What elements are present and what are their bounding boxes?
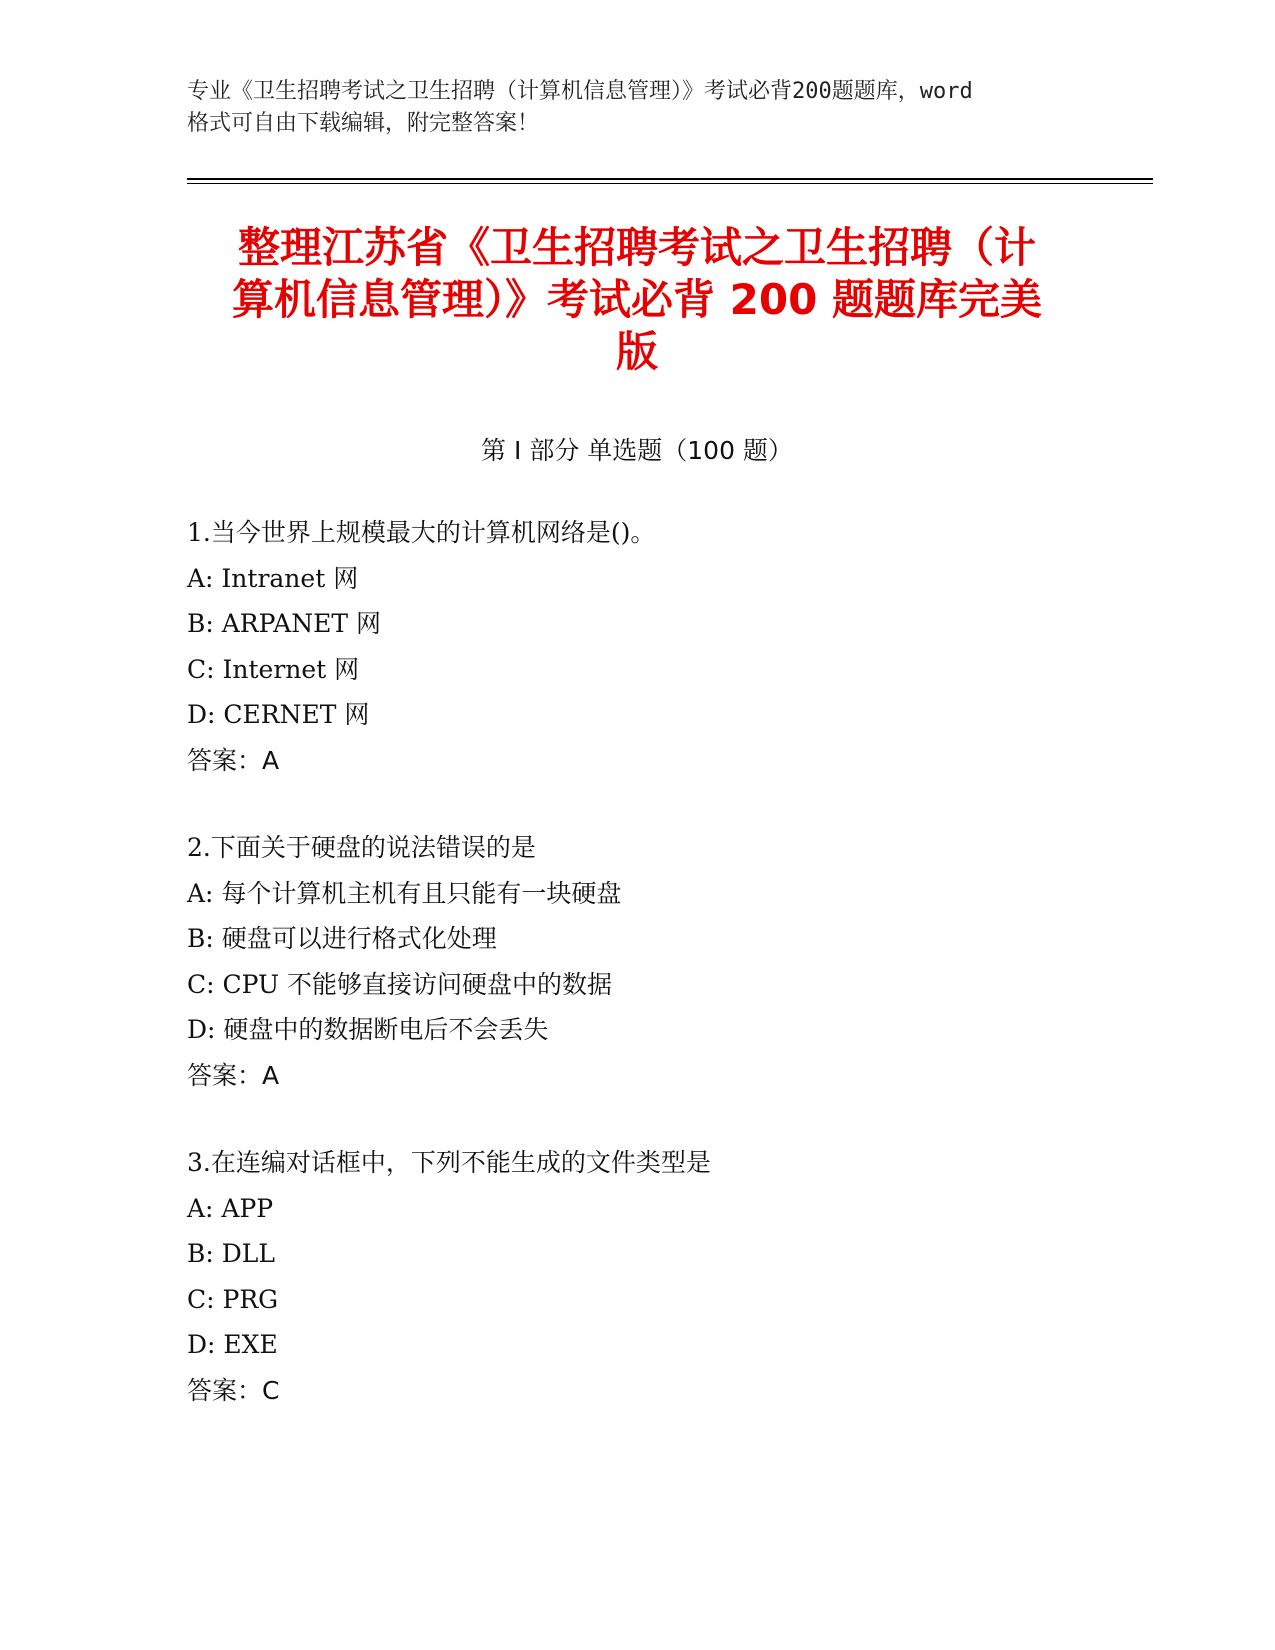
option-a: A: 每个计算机主机有且只能有一块硬盘 — [187, 878, 622, 908]
answer: 答案：A — [187, 1060, 280, 1090]
option-c: C: Internet 网 — [187, 654, 360, 684]
option-a: A: Intranet 网 — [187, 563, 359, 593]
question-stem: 2.下面关于硬盘的说法错误的是 — [187, 833, 536, 862]
question-2 — [187, 825, 1087, 1098]
question-stem: 1.当今世界上规模最大的计算机网络是()。 — [187, 518, 656, 547]
header-rule-thick — [187, 178, 1153, 180]
header-note — [187, 76, 1087, 140]
section-title: 第 I 部分 单选题（100 题） — [481, 436, 793, 465]
question-stem: 3.在连编对话框中，下列不能生成的文件类型是 — [187, 1148, 711, 1177]
document-title-line-1: 整理江苏省《卫生招聘考试之卫生招聘（计 — [237, 223, 1036, 272]
document-title-line-3: 版 — [615, 327, 658, 376]
header-rule-thin — [187, 183, 1153, 184]
option-c: C: PRG — [187, 1284, 279, 1314]
answer: 答案：A — [187, 745, 280, 775]
header-note-line-1: 专业《卫生招聘考试之卫生招聘（计算机信息管理）》考试必背200题题库，word — [187, 79, 973, 104]
option-d: D: EXE — [187, 1330, 278, 1359]
option-b: B: 硬盘可以进行格式化处理 — [187, 924, 497, 953]
answer: 答案：C — [187, 1375, 280, 1405]
question-3 — [187, 1140, 1087, 1413]
option-d: D: CERNET 网 — [187, 700, 370, 729]
document-title-line-2: 算机信息管理）》考试必背 200 题题库完美 — [232, 275, 1042, 324]
header-note-line-2: 格式可自由下载编辑，附完整答案！ — [187, 111, 540, 136]
document-title — [187, 222, 1087, 378]
option-b: B: DLL — [187, 1239, 275, 1268]
option-a: A: APP — [187, 1193, 274, 1223]
option-c: C: CPU 不能够直接访问硬盘中的数据 — [187, 969, 613, 999]
option-d: D: 硬盘中的数据断电后不会丢失 — [187, 1015, 549, 1044]
option-b: B: ARPANET 网 — [187, 609, 381, 638]
question-1 — [187, 510, 1087, 783]
